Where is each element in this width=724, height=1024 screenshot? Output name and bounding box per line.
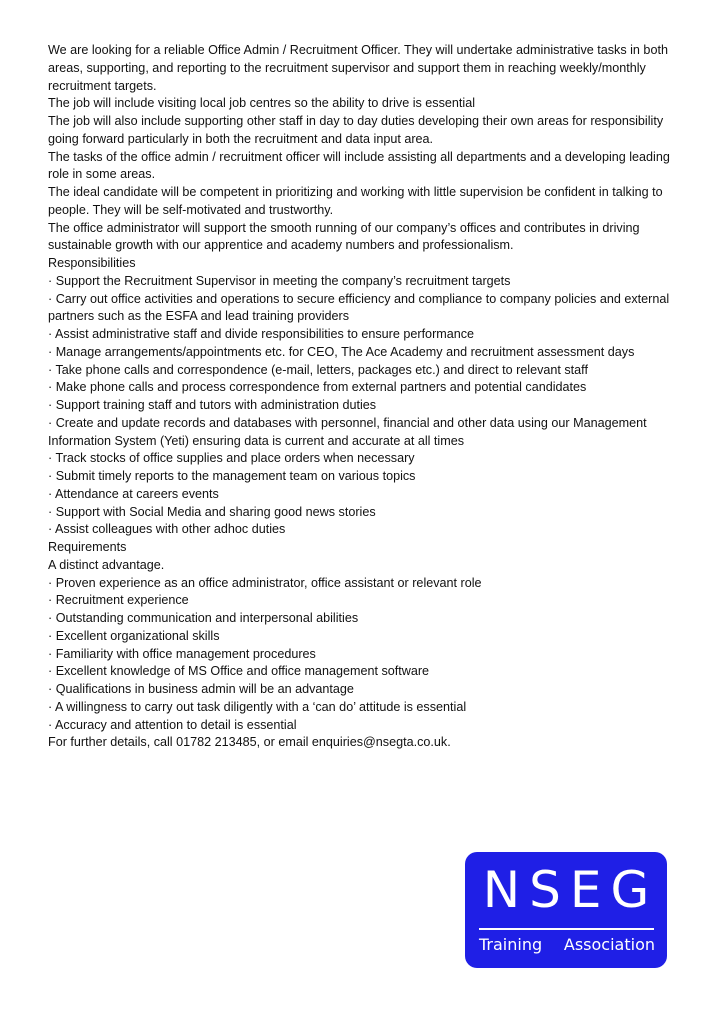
requirement-item: · Qualifications in business admin will be an advantage bbox=[48, 682, 354, 696]
requirement-item: · Excellent knowledge of MS Office and office management software bbox=[48, 664, 430, 679]
logo-subtitle-association: Association bbox=[563, 935, 655, 954]
requirement-item: · Accuracy and attention to detail is essential bbox=[48, 717, 297, 732]
requirement-item: · Excellent organizational skills bbox=[48, 628, 220, 643]
responsibilities-heading: Responsibilities bbox=[48, 256, 136, 270]
responsibility-item: · Support the Recruitment Supervisor in meeting the company’s recruitment targets bbox=[48, 273, 511, 288]
requirement-item: · A willingness to carry out task diligently with a ‘can do’ attitude is essential bbox=[48, 699, 467, 714]
driving-paragraph: The job will include visiting local job centres so the ability to drive is essential bbox=[48, 96, 475, 111]
responsibility-item: · Create and update records and databases with personnel, financial and other data using our Management Information System (Yeti) ensuring data is current and accurate at all times bbox=[48, 415, 647, 448]
administrator-paragraph: The office administrator will support the smooth running of our company’s offices and contributes in driving sustainable growth with our apprentice and academy numbers and professionalism. bbox=[48, 220, 640, 253]
responsibility-item: · Assist colleagues with other adhoc duties bbox=[48, 522, 286, 537]
candidate-paragraph: The ideal candidate will be competent in prioritizing and working with little supervision be confident in talking to people. They will be self-motivated and trustworthy. bbox=[48, 185, 663, 217]
responsibility-item: · Take phone calls and correspondence (e-mail, letters, packages etc.) and direct to relevant staff bbox=[48, 362, 588, 377]
requirements-heading: Requirements bbox=[48, 540, 127, 554]
responsibility-item: · Submit timely reports to the management team on various topics bbox=[48, 469, 416, 483]
requirement-item: · Familiarity with office management procedures bbox=[48, 646, 316, 661]
logo-subtitle-training: Training bbox=[479, 935, 543, 954]
nseg-logo bbox=[465, 852, 667, 968]
requirements-intro: A distinct advantage. bbox=[48, 557, 165, 572]
support-paragraph: The job will also include supporting other staff in day to day duties developing their own areas for responsibility going forward particularly in both the recruitment and data input area. bbox=[48, 114, 664, 146]
requirement-item: · Proven experience as an office administrator, office assistant or relevant role bbox=[48, 575, 482, 590]
requirement-item: · Recruitment experience bbox=[48, 593, 189, 608]
responsibility-item: · Carry out office activities and operations to secure efficiency and compliance to company policies and external partners such as the ESFA and lead training providers bbox=[48, 291, 670, 324]
logo-wordmark: NSEG bbox=[482, 861, 659, 919]
responsibility-item: · Support training staff and tutors with administration duties bbox=[48, 398, 377, 412]
logo-divider bbox=[479, 928, 654, 930]
contact-line: For further details, call 01782 213485, or email enquiries@nsegta.co.uk. bbox=[48, 735, 451, 750]
responsibility-item: · Attendance at careers events bbox=[48, 486, 219, 501]
intro-paragraph: We are looking for a reliable Office Admin / Recruitment Officer. They will undertake administrative tasks in both areas, supporting, and reporting to the recruitment supervisor and support them in reaching weekly/monthly recruitment targets. bbox=[48, 43, 668, 93]
responsibility-item: · Assist administrative staff and divide responsibilities to ensure performance bbox=[48, 327, 475, 341]
responsibility-item: · Support with Social Media and sharing good news stories bbox=[48, 504, 376, 519]
logo-subtitle bbox=[479, 934, 655, 956]
requirement-item: · Outstanding communication and interpersonal abilities bbox=[48, 611, 359, 625]
responsibility-item: · Track stocks of office supplies and place orders when necessary bbox=[48, 451, 415, 466]
job-description bbox=[48, 42, 678, 752]
tasks-paragraph: The tasks of the office admin / recruitment officer will include assisting all departments and a developing leading role in some areas. bbox=[48, 149, 670, 182]
responsibility-item: · Manage arrangements/appointments etc. for CEO, The Ace Academy and recruitment assessment days bbox=[48, 344, 635, 359]
responsibility-item: · Make phone calls and process correspondence from external partners and potential candidates bbox=[48, 380, 587, 395]
